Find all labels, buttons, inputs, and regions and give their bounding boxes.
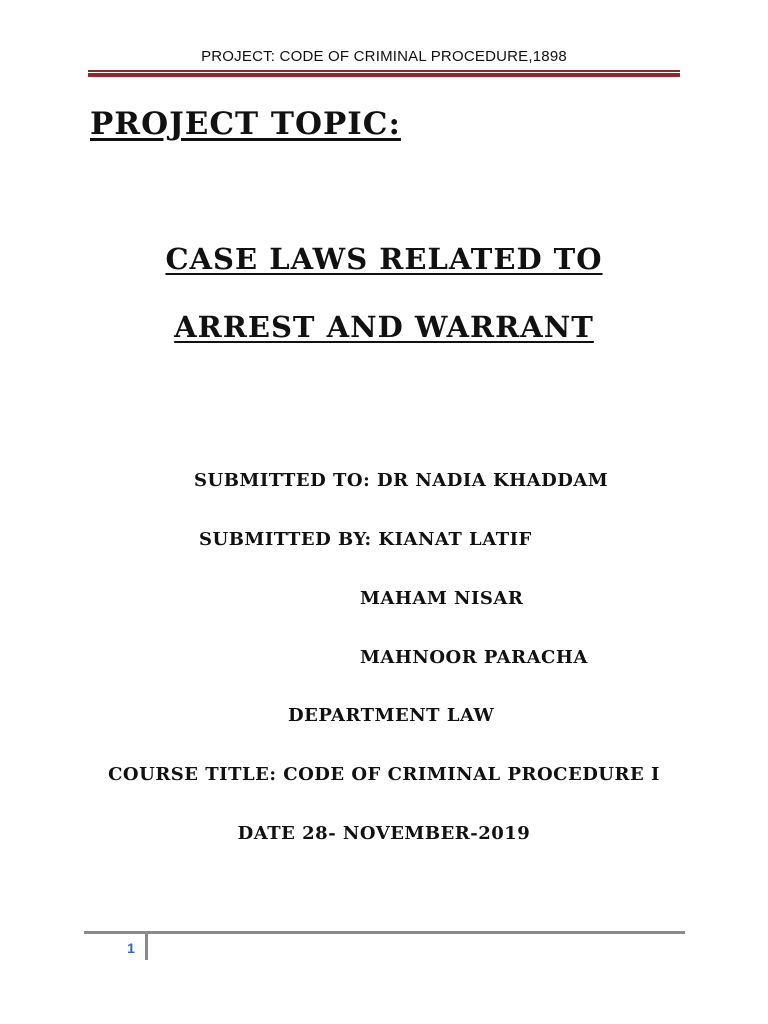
submitted-to: SUBMITTED TO: DR NADIA KHADDAM [194, 470, 609, 491]
submitted-by: SUBMITTED BY: KIANAT LATIF [199, 529, 532, 550]
title-line-2-text: ARREST AND WARRANT [174, 310, 594, 344]
footer-rule [84, 931, 685, 934]
title-line-1-text: CASE LAWS RELATED TO [165, 242, 603, 276]
header-rule-thin [88, 70, 680, 72]
group-member: MAHNOOR PARACHA [360, 647, 588, 668]
footer-separator [145, 934, 148, 960]
course-title: COURSE TITLE: CODE OF CRIMINAL PROCEDURE I [108, 764, 660, 785]
title-line-2 [0, 310, 768, 344]
header-rule-thick [88, 73, 680, 77]
project-topic-label: PROJECT TOPIC: [90, 106, 401, 142]
department: DEPARTMENT LAW [288, 705, 495, 726]
title-line-1 [0, 242, 768, 276]
group-member: MAHAM NISAR [360, 588, 524, 609]
submission-date: DATE 28- NOVEMBER-2019 [237, 823, 531, 844]
running-header: PROJECT: CODE OF CRIMINAL PROCEDURE,1898 [201, 48, 567, 65]
page-number: 1 [127, 940, 135, 956]
